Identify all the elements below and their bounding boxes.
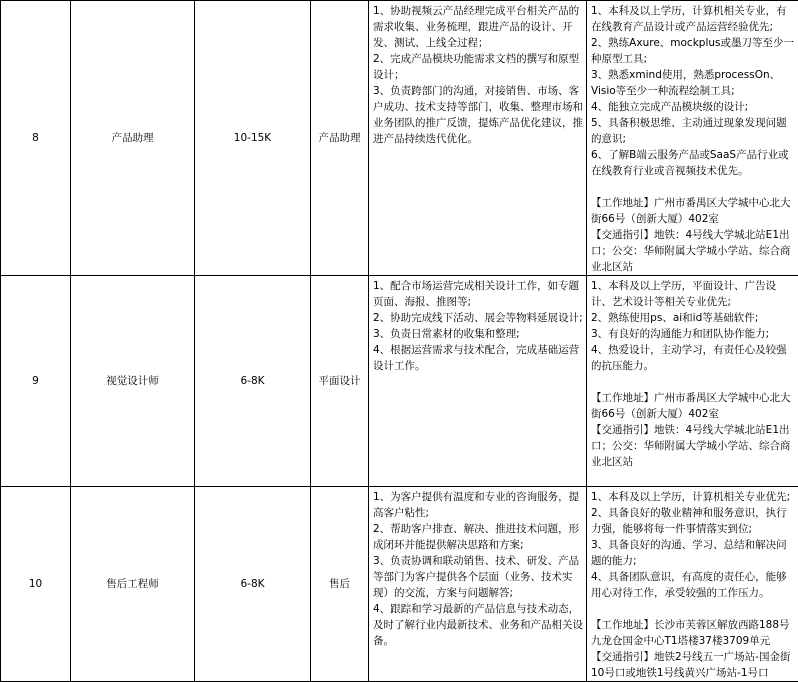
row-number: 8 xyxy=(1,1,71,276)
job-category: 平面设计 xyxy=(311,276,369,487)
salary-range: 10-15K xyxy=(195,1,311,276)
job-category: 产品助理 xyxy=(311,1,369,276)
job-duties: 1、为客户提供有温度和专业的咨询服务，提高客户粘性; 2、帮助客户排查、解决、推进技术问题，形成闭环并能提供解决思路和方案; 3、负责协调和联动销售、技术、研发、产品等部门为客户提供各个层面（业务、技术实现）的交流，方案与问题解答; 4、跟踪和学习最新的产品信息与技术动态，及时了解行业内最新技术、业务和产品相关设备。 xyxy=(369,487,587,682)
job-category: 售后 xyxy=(311,487,369,682)
row-number: 9 xyxy=(1,276,71,487)
salary-range: 6-8K xyxy=(195,487,311,682)
table-row xyxy=(1,1,798,276)
position-name: 视觉设计师 xyxy=(71,276,195,487)
job-duties: 1、协助视频云产品经理完成平台相关产品的需求收集、业务梳理，跟进产品的设计、开发、测试、上线全过程； 2、完成产品模块功能需求文档的撰写和原型设计； 3、负责跨部门的沟通，对接销售、市场、客户成功、技术支持等部门，收集、整理市场和业务团队的推广反馈，提炼产品优化建议，推进产品持续迭代优化。 xyxy=(369,1,587,276)
salary-range: 6-8K xyxy=(195,276,311,487)
job-requirements: 1、本科及以上学历，计算机相关专业，有在线教育产品设计或产品运营经验优先; 2、熟练Axure、mockplus或墨刀等至少一种原型工具; 3、熟悉xmind使用，熟悉processOn、Visio等至少一种流程绘制工具; 4、能独立完成产品模块级的设计; 5、具备积极思维、主动通过现象发现问题的意识; 6、了解B端云服务产品或SaaS产品行业或在线教育行业或音视频技术优先。 【工作地址】广州市番禺区大学城中心北大街66号（创新大厦）402室 【交通指引】地铁：4号线大学城北站E1出口；公交：华师附属大学城小学站、综合商业北区站 xyxy=(587,1,798,276)
job-requirements: 1、本科及以上学历，平面设计、广告设计、艺术设计等相关专业优先; 2、熟练使用ps、ai和id等基础软件; 3、有良好的沟通能力和团队协作能力; 4、热爱设计，主动学习，有责任心及较强的抗压能力。 【工作地址】广州市番禺区大学城中心北大街66号（创新大厦）402室 【交通指引】地铁：4号线大学城北站E1出口；公交：华师附属大学城小学站、综合商业北区站 xyxy=(587,276,798,487)
position-name: 售后工程师 xyxy=(71,487,195,682)
table-row xyxy=(1,487,798,682)
position-name: 产品助理 xyxy=(71,1,195,276)
row-number: 10 xyxy=(1,487,71,682)
job-duties: 1、配合市场运营完成相关设计工作，如专题页面、海报、推图等; 2、协助完成线下活动、展会等物料延展设计; 3、负责日常素材的收集和整理; 4、根据运营需求与技术配合，完成基础运营设计工作。 xyxy=(369,276,587,487)
job-requirements: 1、本科及以上学历，计算机相关专业优先; 2、具备良好的敬业精神和服务意识，执行力强，能够将每一件事情落实到位; 3、具备良好的沟通、学习、总结和解决问题的能力; 4、具备团队意识，有高度的责任心，能够用心对待工作，承受较强的工作压力。 【工作地址】长沙市芙蓉区解放西路188号九龙仓国金中心T1塔楼37楼3709单元 【交通指引】地铁2号线五一广场站-国金街10号口或地铁1号线黄兴广场站-1号口 xyxy=(587,487,798,682)
table-row xyxy=(1,276,798,487)
